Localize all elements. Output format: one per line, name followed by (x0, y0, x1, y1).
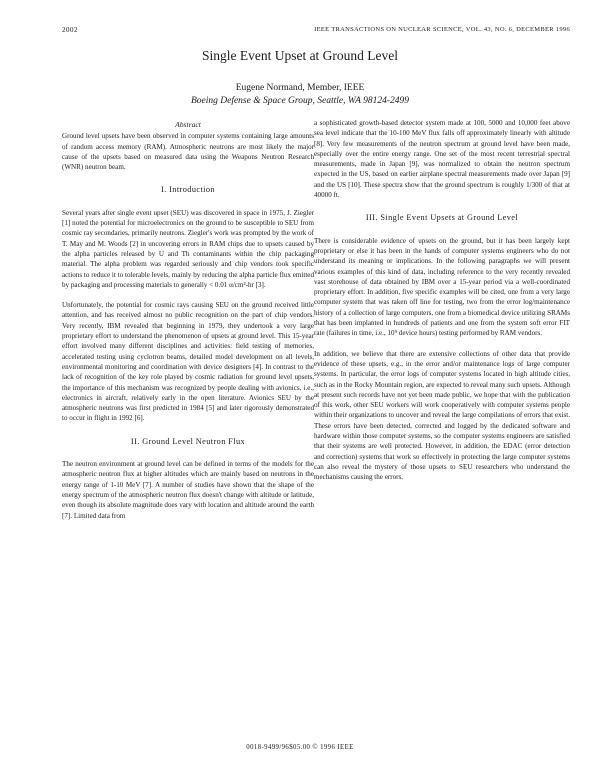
author-line: Eugene Normand, Member, IEEE (235, 83, 365, 93)
left-column (62, 120, 314, 521)
abstract-heading: Abstract (175, 120, 201, 129)
intro-paragraph-2: Unfortunately, the potential for cosmic rays causing SEU on the ground received little attention, and has received almost no public recognition on the part of chip vendors. Very recently, IBM revealed that beginning in 1979, they undertook a very large proprietary effort to understand the phenomenon of upsets at ground level. This 15-year effort involved many different disciplines and activities: field testing of memories, accelerated testing using cyclotron beams, detailed model development on all levels, environmental monitoring and coordination with device designers [4]. In contrast to the lack of recognition of the key role played by cosmic radiation for ground level upsets, the importance of this mechanism was recognized by people dealing with avionics, i.e., electronics in aircraft, relatively early in the open literature. Avionics SEU by the atmospheric neutrons was first predicted in 1984 [5] and later rigorously demonstrated to occur in flight in 1992 [6]. (62, 301, 314, 423)
section-heading-seu-ground: III. Single Event Upsets at Ground Level (365, 213, 519, 223)
flux-paragraph-1: The neutron environment at ground level can be defined in terms of the models for the atmospheric neutron flux at higher altitudes which are mainly based on neutrons in the energy range of 1-10 MeV [7]. A number of studies have shown that the shape of the energy spectrum of the atmospheric neutron flux doesn't change with altitude or latitude, even though its absolute magnitude does vary with location and altitude around the earth [7]. Limited data from (62, 460, 314, 520)
copyright-footer: 0018-9499/96$05.00 © 1996 IEEE (246, 744, 354, 751)
seu-paragraph-2: In addition, we believe that there are extensive collections of other data that provide evidence of these upsets, e.g., in the error and/or maintenance logs of large computer systems. In particular, the error logs of computer systems located in high altitude cities, such as in the Rocky Mountain region, are expected to reveal many such upsets. Although at present such records have not yet been made public, we hope that with the publication of this work, other SEU workers will work cooperatively with computer systems people within their organizations to uncover and reveal the large compilations of errors that exist. These errors have been detected, corrected and logged by the dedicated software and hardware within those computer systems, so the computer systems engineers are satisfied that their systems are well protected. However, in addition, the EDAC (error detection and correction) systems that work so effectively in protecting the large computer systems can also reveal the mystery of those upsets to SEU researchers who understand the mechanisms causing the errors. (314, 349, 570, 482)
abstract-text: Ground level upsets have been observed in computer systems containing large amounts of random access memory (RAM). Atmospheric neutrons are most likely the major cause of the upsets based on measured data using the Weapons Neutron Research (WNR) neutron beam. (62, 132, 314, 172)
page-number: 2002 (62, 26, 78, 34)
affiliation-line: Boeing Defense & Space Group, Seattle, WA 98124-2499 (190, 96, 410, 106)
journal-running-header: IEEE TRANSACTIONS ON NUCLEAR SCIENCE, VOL. 43, NO. 6, DECEMBER 1996 (314, 26, 570, 33)
intro-paragraph-1: Several years after single event upset (SEU) was discovered in space in 1975, J. Ziegler [1] noted the potential for microelectronics on the ground to be susceptible to SEU from cosmic ray secondaries, primarily neutrons. Ziegler's work was prompted by the work of T. May and M. Woods [2] in uncovering errors in RAM chips due to upsets caused by the alpha particles released by U and Th contaminants within the chip packaging material. The alpha problem was regarded seriously and chip vendors took specific actions to reduce it to tolerable levels, mainly by reducing the alpha particle flux emitted by packaging and processing materials to generally < 0.01 α/cm²-hr [3]. (62, 208, 314, 289)
flux-paragraph-2: a sophisticated growth-based detector system made at 100, 5000 and 10,000 feet above sea level indicate that the 10-100 MeV flux falls off approximately linearly with altitude [8]. Very few measurements of the neutron spectrum at ground level have been made, especially over the entire energy range. One set of the most recent terrestrial spectral measurements, made in Japan [9], was normalized to obtain the neutron spectrum expected in the US, based on earlier airplane spectral measurements made over Japan [9] and the US [10]. These spectra show that the ground spectrum is roughly 1/300 of that at 40000 ft. (314, 119, 570, 200)
right-column (314, 118, 570, 483)
section-heading-introduction: I. Introduction (161, 185, 215, 195)
paper-title: Single Event Upset at Ground Level (201, 48, 399, 63)
section-heading-neutron-flux: II. Ground Level Neutron Flux (130, 436, 246, 446)
seu-paragraph-1: There is considerable evidence of upsets on the ground, but it has been largely kept proprietary or else it has been in the hands of computer systems engineers who do not understand its meaning or implications. In the following paragraphs we will present various examples of this kind of data, including reference to the very recently revealed vast storehouse of data obtained by IBM over a 15-year period via a well-coordinated proprietary effort. In addition, five specific examples will be cited, one from a very large computer system that was taken off line for testing, two from the error log/maintenance history of a collection of large computers, one from a biomedical device utilizing SRAMs that has been implanted in hundreds of patients and one from the system soft error FIT rate (failures in time, i.e., 10⁹ device hours) testing performed by RAM vendors. (314, 236, 570, 338)
